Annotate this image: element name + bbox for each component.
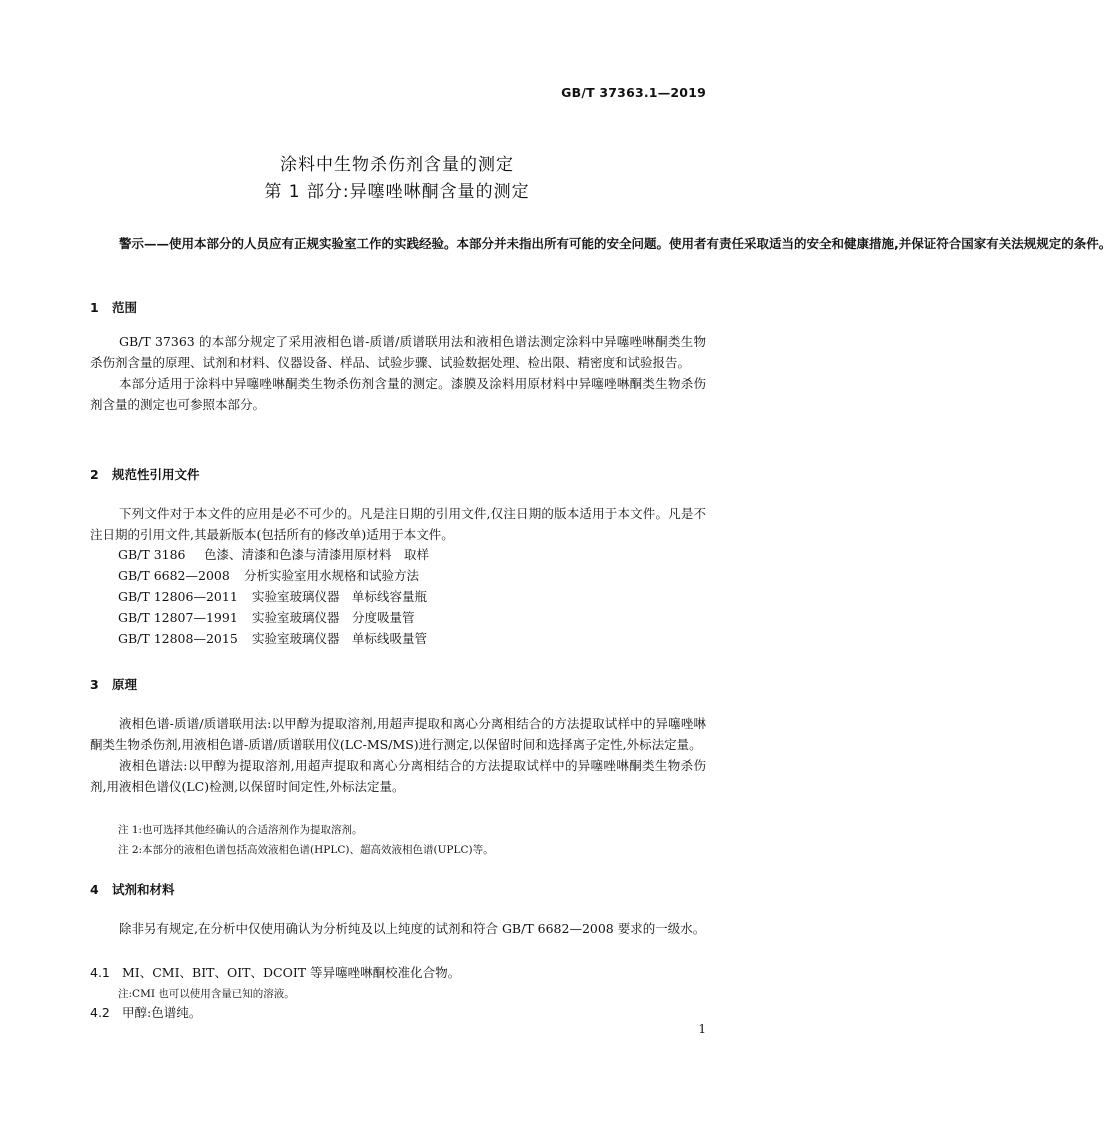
- section-heading-principle: [90, 675, 137, 693]
- reference-code: GB/T 12807—1991: [118, 610, 238, 625]
- section-heading-normative-references: [90, 465, 200, 483]
- clause-4-1: [90, 963, 460, 981]
- section-number: 1: [90, 300, 99, 315]
- document-title: 涂料中生物杀伤剂含量的测定: [280, 155, 514, 175]
- reference-code: GB/T 12806—2011: [118, 589, 238, 604]
- paragraph: 下列文件对于本文件的应用是必不可少的。凡是注日期的引用文件,仅注日期的版本适用于本文件。凡是不注日期的引用文件,其最新版本(包括所有的修改单)适用于本文件。: [90, 506, 706, 542]
- reference-title: 分析实验室用水规格和试验方法: [244, 568, 420, 583]
- reference-title: 实验室玻璃仪器 单标线吸量管: [252, 631, 428, 646]
- reference-item: [118, 608, 415, 628]
- standard-code: GB/T 37363.1—2019: [561, 85, 706, 100]
- reference-item: [118, 587, 427, 607]
- note: 注 1:也可选择其他经确认的合适溶剂作为提取溶剂。: [118, 824, 363, 836]
- document-subtitle: 第 1 部分:异噻唑啉酮含量的测定: [264, 182, 530, 202]
- reference-code: GB/T 3186: [118, 547, 186, 562]
- section-number: 2: [90, 467, 99, 482]
- section-title: 原理: [112, 677, 138, 692]
- clause-text: MI、CMI、BIT、OIT、DCOIT 等异噻唑啉酮校准化合物。: [122, 965, 461, 980]
- note: 注 2:本部分的液相色谱包括高效液相色谱(HPLC)、超高效液相色谱(UPLC)等。: [118, 844, 494, 856]
- note: 注:CMI 也可以使用含量已知的溶液。: [118, 988, 295, 1000]
- section-number: 4: [90, 882, 99, 897]
- clause-text: 甲醇:色谱纯。: [122, 1005, 202, 1020]
- paragraph: 液相色谱法:以甲醇为提取溶剂,用超声提取和离心分离相结合的方法提取试样中的异噻唑啉酮类生物杀伤剂,用液相色谱仪(LC)检测,以保留时间定性,外标法定量。: [90, 758, 706, 794]
- reference-item: [118, 629, 427, 649]
- paragraph: 本部分适用于涂料中异噻唑啉酮类生物杀伤剂含量的测定。漆膜及涂料用原材料中异噻唑啉酮类生物杀伤剂含量的测定也可参照本部分。: [90, 376, 706, 412]
- scope-body: [90, 331, 706, 415]
- section-title: 试剂和材料: [112, 882, 175, 897]
- reagents-intro: [90, 918, 706, 939]
- reference-title: 实验室玻璃仪器 分度吸量管: [252, 610, 415, 625]
- reference-code: GB/T 6682—2008: [118, 568, 230, 583]
- section-title: 规范性引用文件: [112, 467, 200, 482]
- warning-block: [90, 233, 1111, 255]
- reference-title: 实验室玻璃仪器 单标线容量瓶: [252, 589, 428, 604]
- reference-item: [118, 566, 419, 586]
- reference-title: 色漆、清漆和色漆与清漆用原材料 取样: [204, 547, 430, 562]
- reference-code: GB/T 12808—2015: [118, 631, 238, 646]
- section-title: 范围: [112, 300, 138, 315]
- references-intro: [90, 503, 706, 545]
- page-number: 1: [698, 1022, 706, 1036]
- paragraph: 除非另有规定,在分析中仅使用确认为分析纯及以上纯度的试剂和符合 GB/T 6682—2008 要求的一级水。: [119, 921, 706, 936]
- reference-item: [118, 545, 429, 565]
- section-number: 3: [90, 677, 99, 692]
- clause-number: 4.1: [90, 965, 110, 980]
- clause-number: 4.2: [90, 1005, 110, 1020]
- section-heading-scope: [90, 298, 137, 316]
- section-heading-reagents: [90, 880, 175, 898]
- paragraph: GB/T 37363 的本部分规定了采用液相色谱-质谱/质谱联用法和液相色谱法测定涂料中异噻唑啉酮类生物杀伤剂含量的原理、试剂和材料、仪器设备、样品、试验步骤、试验数据处理、检出限、精密度和试验报告。: [90, 334, 706, 370]
- paragraph: 液相色谱-质谱/质谱联用法:以甲醇为提取溶剂,用超声提取和离心分离相结合的方法提取试样中的异噻唑啉酮类生物杀伤剂,用液相色谱-质谱/质谱联用仪(LC-MS/MS)进行测定,以保留时间和选择离子定性,外标法定量。: [90, 716, 706, 752]
- clause-4-2: [90, 1003, 201, 1021]
- principle-body: [90, 713, 706, 797]
- warning-text: 警示——使用本部分的人员应有正规实验室工作的实践经验。本部分并未指出所有可能的安全问题。使用者有责任采取适当的安全和健康措施,并保证符合国家有关法规规定的条件。: [119, 236, 1111, 251]
